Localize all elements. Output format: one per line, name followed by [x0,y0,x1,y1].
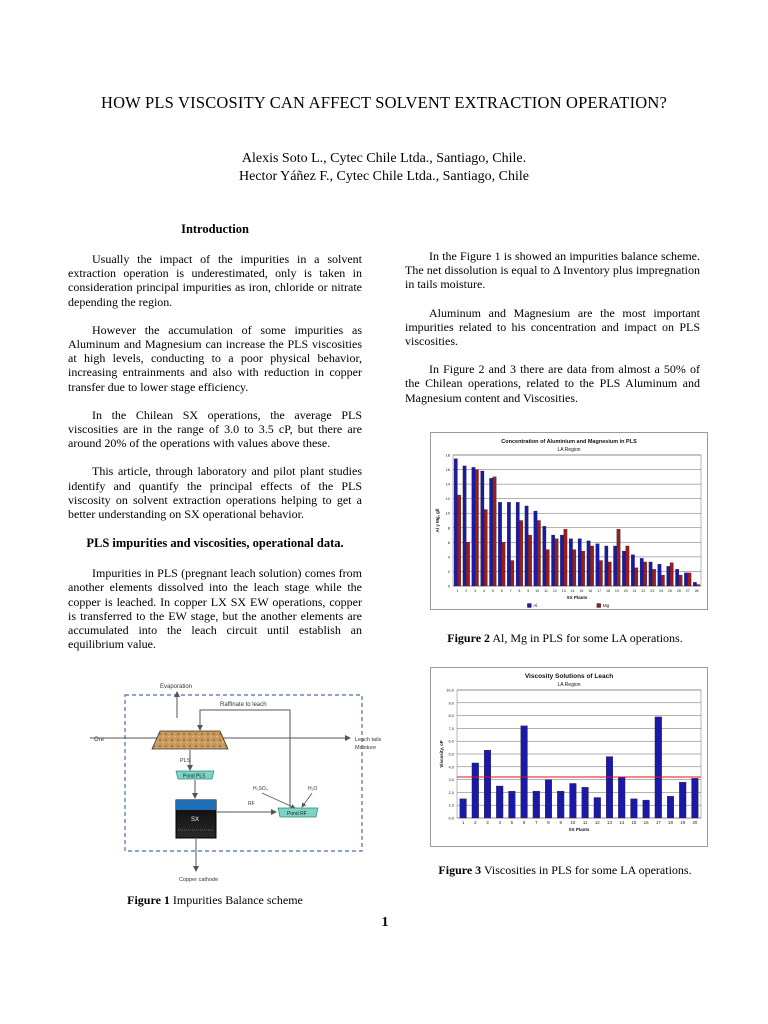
y-tick-label: 8 [447,525,450,531]
raffinate-arrow [200,710,290,813]
bar-al-19 [613,546,616,586]
bar-mg-11 [546,550,549,586]
ore-label: Ore [94,737,105,743]
x-tick-label: 11 [544,589,548,593]
x-tick-label: 3 [474,589,477,593]
bar-al-22 [640,558,643,586]
y-tick-label: 2 [447,568,450,574]
bar-mg-25 [670,563,673,586]
bar-al-16 [587,541,590,586]
bar-al-20 [622,551,625,586]
bar-al-4 [481,471,484,586]
right-paragraph-3: In Figure 2 and 3 there are data from almost a 50% of the Chilean operations, related to the PLS Aluminum and Magnesium content and Viscosities. [405,362,700,405]
bar-mg-2 [466,542,469,586]
x-tick-label: 21 [632,589,637,593]
x-tick-label: 9 [559,820,562,825]
y-tick-label: 14 [445,481,450,487]
x-tick-label: 8 [547,820,550,825]
bar-mg-16 [590,546,593,586]
bar-viscosity-1 [460,799,467,818]
figure2-caption-text: Al, Mg in PLS for some LA operations. [490,631,683,645]
bar-viscosity-12 [594,798,601,818]
bar-al-11 [543,526,546,586]
x-tick-label: 15 [631,820,637,825]
leach-tails-label: Leach tails [355,737,382,743]
bar-al-25 [667,566,670,586]
bar-al-27 [684,573,687,586]
right-paragraph-2: Aluminum and Magnesium are the most important impurities related to his concentration and impact on PLS viscosities. [405,305,700,349]
pls-label: PLS [180,758,191,764]
x-tick-label: 20 [623,589,628,593]
bar-mg-22 [643,562,646,586]
bar-al-1 [454,459,457,586]
bar-viscosity-20 [692,778,699,818]
copper-cathode-label: Copper cathode [179,877,219,883]
bar-viscosity-13 [606,757,613,818]
bar-al-9 [525,506,528,586]
h2o-label: H₂O [308,786,318,792]
x-tick-label: 13 [607,820,612,825]
bar-mg-19 [617,529,620,586]
raffinate-label: Raffinate to leach [220,702,267,708]
x-tick-label: 25 [668,589,672,593]
y-axis-label: Al y Mg, g/l [435,508,440,533]
y-tick-label: 10,0 [446,687,454,693]
bar-mg-3 [475,470,478,586]
x-tick-label: 2 [474,820,477,825]
x-tick-label: 2 [465,589,468,593]
left-column [68,222,362,651]
figure3-chart [431,668,707,846]
bar-mg-7 [511,561,514,586]
x-tick-label: 12 [552,589,557,593]
boundary-box [125,695,362,851]
right-paragraph-1: In the Figure 1 is showed an impurities balance scheme. The net dissolution is equal to Δ Inventory plus impregnation in tails moisture. [405,249,700,292]
x-tick-label: 5 [491,589,494,593]
moisture-label: Moisture [355,745,377,751]
bar-al-5 [489,478,492,586]
introduction-heading: Introduction [181,222,249,236]
chart-subtitle: LA Region [557,682,581,688]
bar-viscosity-6 [521,726,528,818]
bar-viscosity-18 [667,796,674,818]
x-tick-label: 23 [650,589,655,593]
bar-viscosity-4 [496,786,503,818]
bar-mg-14 [573,550,576,586]
bar-al-23 [649,562,652,586]
bar-mg-23 [652,569,655,586]
bar-viscosity-8 [545,780,552,818]
x-tick-label: 10 [535,589,540,593]
x-tick-label: 6 [500,589,503,593]
intro-paragraph-4: This article, through laboratory and pilot plant studies identify and quantify the principal effects of the PLS viscosity on solvent extraction operations helping to get a better understanding on SX operational behavior. [68,464,362,522]
pond-pls-label: Pond PLS [183,773,206,780]
x-tick-label: 13 [561,589,566,593]
bar-al-3 [472,467,475,586]
x-tick-label: 3 [486,820,489,825]
x-tick-label: 22 [641,589,646,593]
figure3-caption-text: Viscosities in PLS for some LA operations. [481,863,692,877]
figure2-chart [431,433,707,609]
figure3-chart-frame [430,667,708,847]
x-tick-label: 11 [582,820,588,825]
figure3-caption-label: Figure 3 [438,863,482,877]
figure3-caption [405,863,725,878]
bar-al-13 [560,535,563,586]
x-tick-label: 7 [509,589,512,593]
legend-swatch-mg [597,604,601,608]
y-tick-label: 0 [447,583,450,589]
x-tick-label: 9 [527,589,530,593]
y-tick-label: 0,0 [448,815,454,821]
bar-al-24 [658,564,661,586]
figure1-diagram [80,678,390,884]
bar-viscosity-14 [618,777,625,818]
bar-mg-4 [484,510,487,586]
bar-viscosity-15 [631,799,638,818]
y-tick-label: 18 [445,452,450,458]
figure1-caption [68,893,362,908]
x-tick-label: 10 [570,820,576,825]
x-tick-label: 12 [594,820,600,825]
bar-al-12 [551,535,554,586]
paper-title: HOW PLS VISCOSITY CAN AFFECT SOLVENT EXTRACTION OPERATION? [100,93,668,112]
x-tick-label: 20 [692,820,698,825]
bar-mg-20 [626,546,629,586]
right-column [405,249,700,405]
x-tick-label: 17 [597,589,602,593]
chart-title: Concentration of Aluminium and Magnesium in PLS [501,439,637,445]
section2-paragraph: Impurities in PLS (pregnant leach solution) comes from another elements dissolved into the leach stage while the copper is leached. In copper LX SX EW operations, copper is transferred to the EW stage, but the another elements are accumulated into the leach circuit until establish an equilibrium value. [68,566,362,652]
bar-mg-1 [457,495,460,586]
bar-viscosity-19 [679,782,686,818]
author-list [150,150,618,186]
sx-label: SX [191,817,200,823]
bar-viscosity-11 [582,787,589,818]
x-tick-label: 15 [579,589,584,593]
bar-al-17 [596,544,599,586]
bar-mg-28 [697,585,700,586]
section2-heading: PLS impurities and viscosities, operational data. [86,536,344,551]
x-tick-label: 7 [535,820,538,825]
bar-viscosity-10 [570,783,577,818]
y-tick-label: 10 [445,510,450,516]
figure1-caption-label: Figure 1 [127,893,170,907]
bar-mg-12 [555,539,558,586]
y-tick-label: 6 [447,539,450,545]
bar-mg-21 [635,568,638,586]
chart-title: Viscosity Solutions of Leach [524,673,614,680]
heap-leach-pile [152,731,228,749]
bar-mg-8 [519,521,522,587]
legend-swatch-al [527,604,531,608]
bar-viscosity-2 [472,763,479,818]
y-tick-label: 8,0 [448,713,454,719]
bar-mg-9 [528,535,531,586]
bar-mg-5 [493,477,496,586]
bar-mg-15 [581,551,584,586]
x-axis-label: SX Plants [566,595,588,600]
intro-paragraph-3: In the Chilean SX operations, the average PLS viscosities are in the range of 3.0 to 3.5 cP, but there are around 20% of the operations with values above these. [68,407,362,451]
y-tick-label: 7,0 [448,725,454,731]
x-tick-label: 26 [676,589,681,593]
bar-al-6 [498,502,501,586]
x-tick-label: 6 [522,820,526,825]
evaporation-label: Evaporation [160,684,193,690]
x-tick-label: 4 [483,589,485,593]
y-tick-label: 12 [445,496,450,502]
y-tick-label: 16 [445,467,450,473]
y-tick-label: 5,0 [448,751,454,757]
bar-mg-26 [679,575,682,586]
chart-subtitle: LA Region [557,447,581,453]
x-tick-label: 18 [606,589,610,593]
x-tick-label: 28 [694,589,699,593]
y-axis-label: Viscosity, cP [439,740,444,768]
bar-al-8 [516,502,519,586]
figure2-caption-label: Figure 2 [447,631,491,645]
h2o-arrow [302,793,312,807]
bar-al-7 [507,502,510,586]
bar-mg-17 [599,561,602,586]
x-tick-label: 1 [461,820,465,825]
x-tick-label: 24 [659,589,664,593]
pond-rf-label: Pond RF [287,811,307,817]
bar-mg-13 [564,529,567,586]
h2so4-label: H₂SO₄ [253,786,268,792]
x-tick-label: 19 [680,820,686,825]
bar-viscosity-9 [557,791,564,818]
sx-organic-layer [176,800,216,810]
x-tick-label: 17 [655,820,661,825]
bar-viscosity-17 [655,717,662,818]
x-tick-label: 4 [498,820,501,825]
x-tick-label: 16 [643,820,649,825]
x-tick-label: 16 [588,589,593,593]
x-tick-label: 14 [619,820,625,825]
bar-al-14 [569,539,572,586]
bar-mg-24 [661,575,664,586]
x-tick-label: 19 [614,589,619,593]
y-tick-label: 2,0 [448,789,454,795]
x-tick-label: 5 [510,820,514,825]
rf-label: RF [248,801,255,807]
bar-viscosity-16 [643,800,650,818]
page-number: 1 [381,915,389,930]
figure2-chart-frame [430,432,708,610]
bar-al-15 [578,539,581,586]
y-tick-label: 9,0 [448,700,454,706]
bar-mg-6 [502,542,505,586]
y-tick-label: 1,0 [448,802,454,808]
figure2-caption [405,631,725,646]
intro-paragraph-1: Usually the impact of the impurities in a solvent extraction operation is underestimated, only is taken in consideration principal impurities as iron, chloride or nitrate depending the region. [68,252,362,309]
x-tick-label: 18 [668,820,673,825]
y-tick-label: 4,0 [448,764,454,770]
author-1: Alexis Soto L., Cytec Chile Ltda., Santiago, Chile. [241,151,527,166]
bar-al-10 [534,511,537,586]
x-axis-label: SX Plants [568,827,590,832]
bar-mg-18 [608,562,611,586]
y-tick-label: 6,0 [448,738,454,744]
x-tick-label: 14 [570,589,575,593]
bar-viscosity-5 [509,791,516,818]
bar-al-18 [605,546,608,586]
legend-label-mg: Mg [602,603,610,608]
bar-al-2 [463,466,466,586]
x-tick-label: 27 [685,589,690,593]
bar-mg-27 [688,573,691,586]
y-tick-label: 3,0 [448,777,454,783]
legend-label-al: Al [533,603,538,608]
figure1-caption-text: Impurities Balance scheme [169,893,303,907]
y-tick-label: 4 [447,554,450,560]
author-2: Hector Yáñez F., Cytec Chile Ltda., Santiago, Chile [239,169,529,184]
bar-viscosity-3 [484,750,491,818]
bar-al-21 [631,555,634,586]
bar-mg-10 [537,521,540,587]
bar-al-26 [675,569,678,586]
intro-paragraph-2: However the accumulation of some impurities as Aluminum and Magnesium can increase the PLS viscosities at high levels, conducting to a poor physical behavior, increasing entrainments and also with reduction in copper transfer due to lower stage efficiency. [68,322,362,394]
x-tick-label: 8 [518,589,521,593]
bar-viscosity-7 [533,791,540,818]
bar-al-28 [693,582,696,586]
x-tick-label: 1 [456,589,459,593]
